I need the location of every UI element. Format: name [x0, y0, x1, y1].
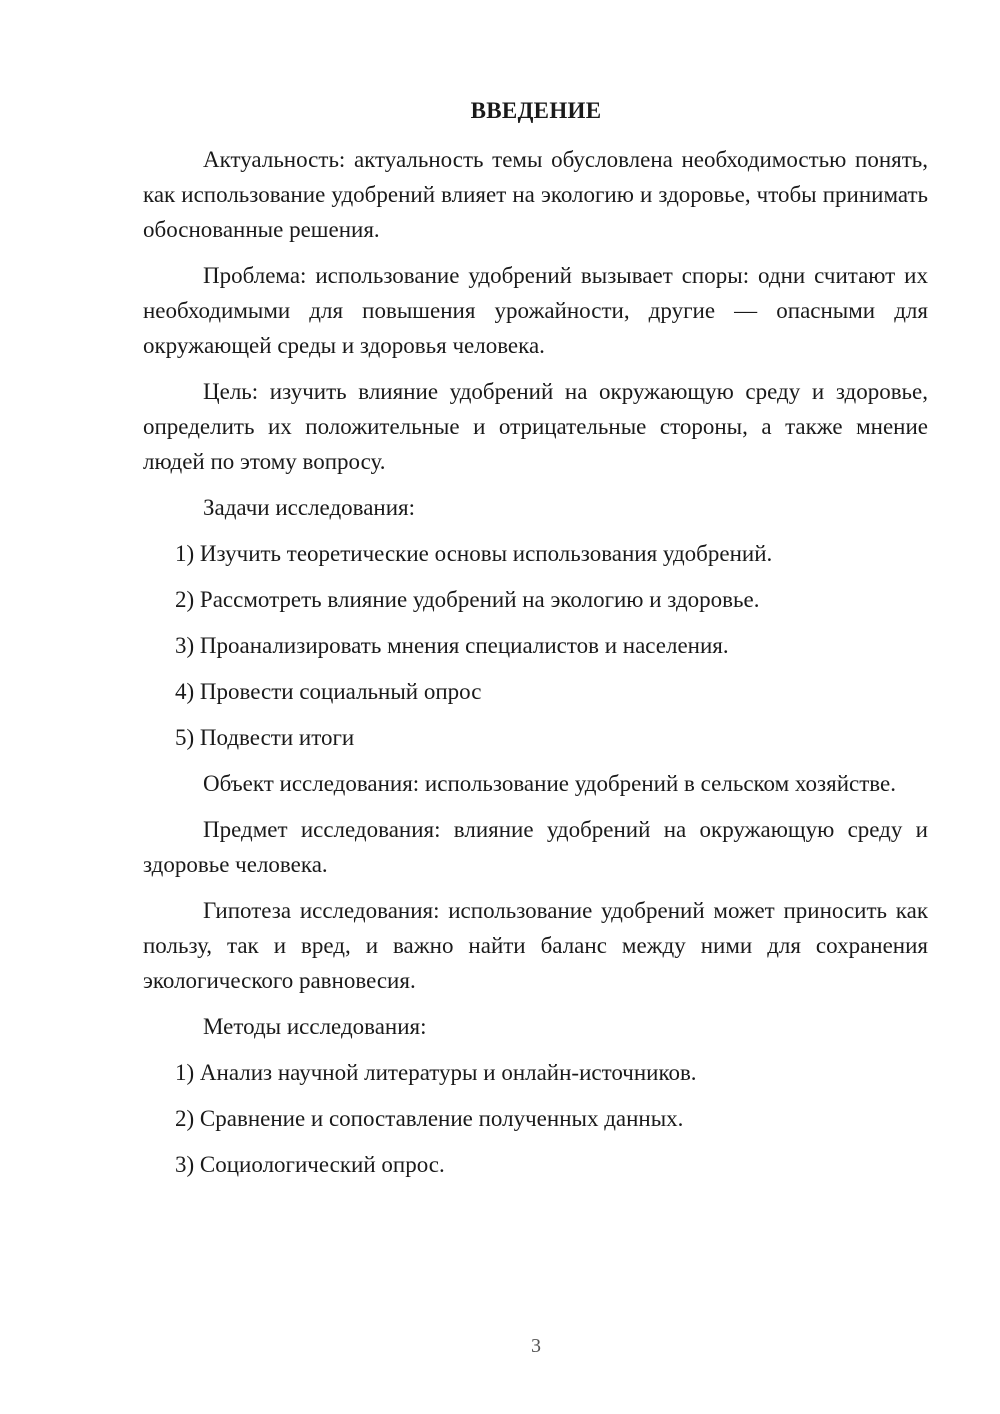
list-item: 3) Социологический опрос. — [175, 1152, 445, 1177]
list-item: 1) Анализ научной литературы и онлайн-источников. — [175, 1060, 697, 1085]
paragraph-relevance: Актуальность: актуальность темы обусловлена необходимостью понять, как использование удобрений влияет на экологию и здоровье, чтобы принимать обоснованные решения. — [143, 147, 928, 242]
paragraph-methods-intro: Методы исследования: — [203, 1014, 427, 1039]
paragraph-tasks-intro: Задачи исследования: — [203, 495, 416, 520]
document-body — [143, 142, 928, 1193]
list-item: 5) Подвести итоги — [175, 725, 355, 750]
methods-list — [143, 1055, 928, 1182]
list-item: 3) Проанализировать мнения специалистов и населения. — [175, 633, 729, 658]
list-item: 2) Рассмотреть влияние удобрений на экологию и здоровье. — [175, 587, 760, 612]
list-item: 2) Сравнение и сопоставление полученных данных. — [175, 1106, 684, 1131]
list-item: 1) Изучить теоретические основы использования удобрений. — [175, 541, 773, 566]
paragraph-hypothesis: Гипотеза исследования: использование удобрений может приносить как пользу, так и вред, и важно найти баланс между ними для сохранения экологического равновесия. — [143, 898, 928, 993]
page-number: 3 — [531, 1335, 541, 1357]
paragraph-problem: Проблема: использование удобрений вызывает споры: одни считают их необходимыми для повышения урожайности, другие — опасными для окружающей среды и здоровья человека. — [143, 263, 928, 358]
paragraph-goal: Цель: изучить влияние удобрений на окружающую среду и здоровье, определить их положительные и отрицательные стороны, а также мнение людей по этому вопросу. — [143, 379, 928, 474]
paragraph-object: Объект исследования: использование удобрений в сельском хозяйстве. — [203, 771, 896, 796]
page-title: ВВЕДЕНИЕ — [470, 98, 602, 123]
list-item: 4) Провести социальный опрос — [175, 679, 482, 704]
tasks-list — [143, 536, 928, 755]
paragraph-subject: Предмет исследования: влияние удобрений на окружающую среду и здоровье человека. — [143, 817, 928, 877]
